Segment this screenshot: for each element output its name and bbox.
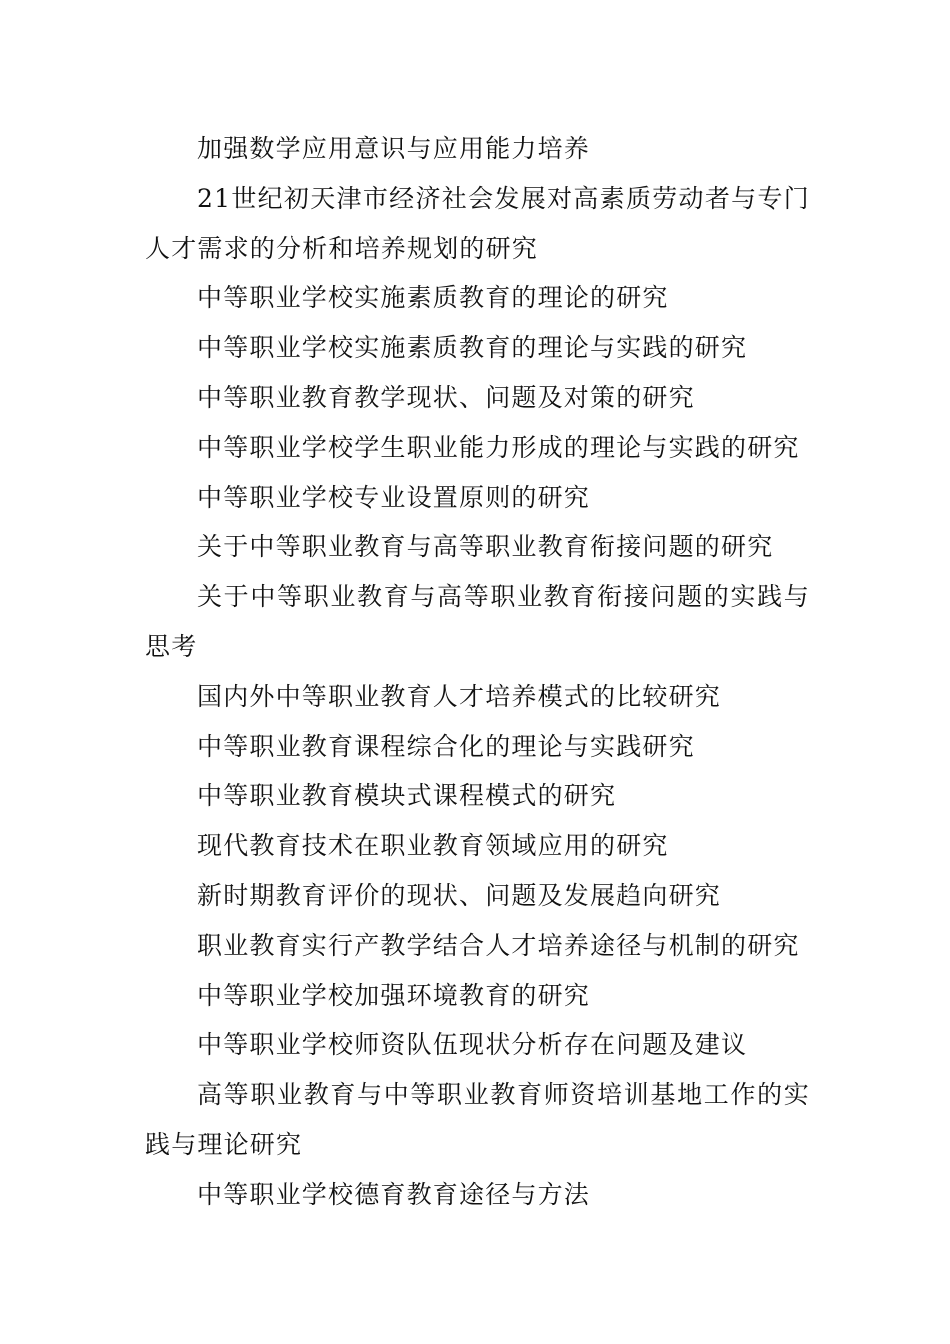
list-item: 中等职业学校专业设置原则的研究 <box>197 482 591 512</box>
list-item: 中等职业学校实施素质教育的理论的研究 <box>197 283 669 313</box>
document-body <box>145 124 810 1220</box>
list-item: 中等职业学校德育教育途径与方法 <box>197 1179 591 1209</box>
list-item: 国内外中等职业教育人才培养模式的比较研究 <box>197 681 722 711</box>
list-item: 中等职业教育模块式课程模式的研究 <box>197 781 617 811</box>
list-item: 中等职业教育教学现状、问题及对策的研究 <box>197 382 695 412</box>
list-item: 职业教育实行产教学结合人才培养途径与机制的研究 <box>197 930 800 960</box>
list-item: 关于中等职业教育与高等职业教育衔接问题的研究 <box>197 532 774 562</box>
list-item: 高等职业教育与中等职业教育师资培训基地工作的实践与理论研究 <box>145 1080 810 1159</box>
list-item: 中等职业教育课程综合化的理论与实践研究 <box>197 731 695 761</box>
list-item: 21世纪初天津市经济社会发展对高素质劳动者与专门人才需求的分析和培养规划的研究 <box>145 183 810 263</box>
list-item: 中等职业学校实施素质教育的理论与实践的研究 <box>197 333 748 363</box>
list-item: 中等职业学校学生职业能力形成的理论与实践的研究 <box>197 432 800 462</box>
list-item: 新时期教育评价的现状、问题及发展趋向研究 <box>197 880 722 910</box>
list-item: 中等职业学校师资队伍现状分析存在问题及建议 <box>197 1030 748 1060</box>
list-item: 关于中等职业教育与高等职业教育衔接问题的实践与思考 <box>145 582 810 661</box>
list-item: 中等职业学校加强环境教育的研究 <box>197 980 591 1010</box>
list-item: 现代教育技术在职业教育领域应用的研究 <box>197 831 669 861</box>
list-item: 加强数学应用意识与应用能力培养 <box>197 134 591 163</box>
